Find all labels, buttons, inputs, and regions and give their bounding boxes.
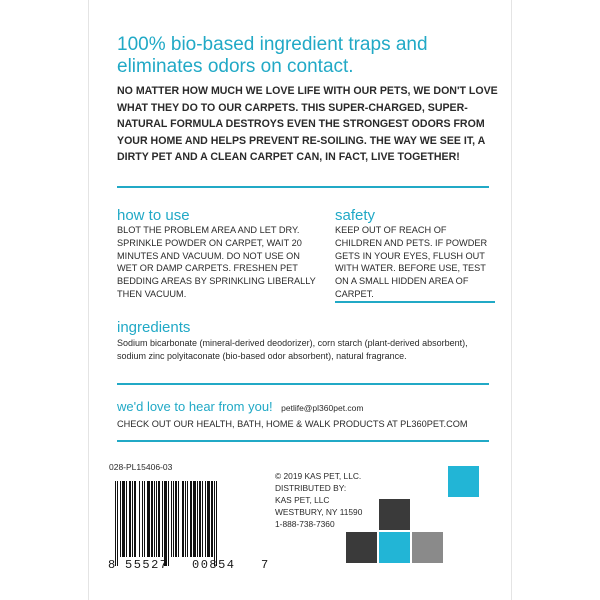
barcode-bar	[151, 481, 153, 557]
product-code: 028-PL15406-03	[109, 462, 173, 472]
barcode-bar	[178, 481, 179, 557]
product-label-back	[88, 0, 512, 600]
distributed-by: DISTRIBUTED BY:	[275, 483, 347, 493]
barcode-bar	[115, 481, 116, 566]
barcode-bar	[173, 481, 174, 557]
barcode-bar	[142, 481, 143, 557]
copyright: © 2019 KAS PET, LLC.	[275, 471, 362, 481]
headline: 100% bio-based ingredient traps and eliminates odors on contact.	[117, 34, 428, 77]
barcode-bar	[199, 481, 201, 557]
barcode-bar	[122, 481, 125, 557]
divider	[117, 186, 489, 188]
ingredients-text: Sodium bicarbonate (mineral-derived deodorizer), corn starch (plant-derived absorbent), sodium zinc polyitaconate (bio-based odor absorbent), natural fragrance.	[117, 338, 468, 361]
barcode	[109, 481, 265, 566]
divider	[335, 301, 495, 303]
barcode-bar	[205, 481, 206, 557]
barcode-bar	[193, 481, 196, 557]
barcode-bar	[154, 481, 155, 557]
barcode-bar	[171, 481, 172, 557]
company-info	[275, 470, 362, 530]
barcode-bar	[144, 481, 145, 557]
barcode-left-digit: 8	[108, 558, 116, 572]
barcode-bar	[202, 481, 203, 557]
company-city: WESTBURY, NY 11590	[275, 507, 363, 517]
barcode-bar	[156, 481, 157, 557]
barcode-bar	[182, 481, 184, 557]
how-to-use-title: how to use	[117, 207, 190, 224]
cube-tile	[412, 532, 443, 563]
barcode-bar	[214, 481, 215, 566]
barcode-bar	[164, 481, 167, 566]
cube-tile	[379, 532, 410, 563]
barcode-bar	[120, 481, 121, 557]
barcode-right-digit: 7	[261, 558, 269, 572]
cube-tile	[448, 466, 479, 497]
barcode-bar	[132, 481, 133, 557]
barcode-right-group: 00854	[192, 558, 236, 572]
barcode-bar	[134, 481, 136, 557]
barcode-bar	[216, 481, 217, 566]
barcode-bar	[117, 481, 118, 566]
barcode-bar	[207, 481, 210, 557]
cube-tile	[379, 499, 410, 530]
barcode-bar	[126, 481, 127, 557]
contact-line	[117, 398, 363, 416]
contact-title: we'd love to hear from you!	[117, 399, 273, 414]
contact-email: petlife@pl360pet.com	[281, 403, 364, 413]
barcode-bar	[158, 481, 160, 557]
barcode-left-group: 55527	[125, 558, 169, 572]
barcode-bar	[175, 481, 177, 557]
divider	[117, 440, 489, 442]
barcode-bar	[187, 481, 188, 557]
barcode-bar	[211, 481, 213, 557]
safety-text: KEEP OUT OF REACH OF CHILDREN AND PETS. IF POWDER GETS IN YOUR EYES, FLUSH OUT WITH WATER. BEFORE USE, TEST ON A SMALL HIDDEN AREA OF CARPET.	[335, 225, 488, 299]
barcode-bar	[168, 481, 169, 566]
how-to-use-text: BLOT THE PROBLEM AREA AND LET DRY. SPRINKLE POWDER ON CARPET, WAIT 20 MINUTES AND VACUUM. DO NOT USE ON WET OR DAMP CARPETS. FRESHEN PET BEDDING AREAS BY SPRINKLING LIBERALLY THEN VACUUM.	[117, 225, 316, 299]
barcode-bar	[147, 481, 150, 557]
barcode-bar	[190, 481, 192, 557]
barcode-bar	[162, 481, 163, 557]
barcode-bar	[129, 481, 131, 557]
barcode-bar	[139, 481, 140, 557]
products-cta: CHECK OUT OUR HEALTH, BATH, HOME & WALK PRODUCTS AT PL360PET.COM	[117, 419, 468, 429]
company-name: KAS PET, LLC	[275, 495, 330, 505]
divider	[117, 383, 489, 385]
barcode-bar	[197, 481, 198, 557]
cube-tile	[346, 532, 377, 563]
ingredients-title: ingredients	[117, 319, 191, 336]
safety-title: safety	[335, 207, 376, 224]
company-phone: 1-888-738-7360	[275, 519, 335, 529]
barcode-bar	[185, 481, 186, 557]
intro-paragraph: NO MATTER HOW MUCH WE LOVE LIFE WITH OUR PETS, WE DON'T LOVE WHAT THEY DO TO OUR CARPETS. THIS SUPER-CHARGED, SUPER-NATURAL FORMULA DESTROYS EVEN THE STRONGEST ODORS FROM YOUR HOME AND HELPS PREVENT RE-SOILING. THE WAY WE SEE IT, A DIRTY PET AND A CLEAN CARPET CAN, IN FACT, LIVE TOGETHER!	[117, 85, 498, 163]
